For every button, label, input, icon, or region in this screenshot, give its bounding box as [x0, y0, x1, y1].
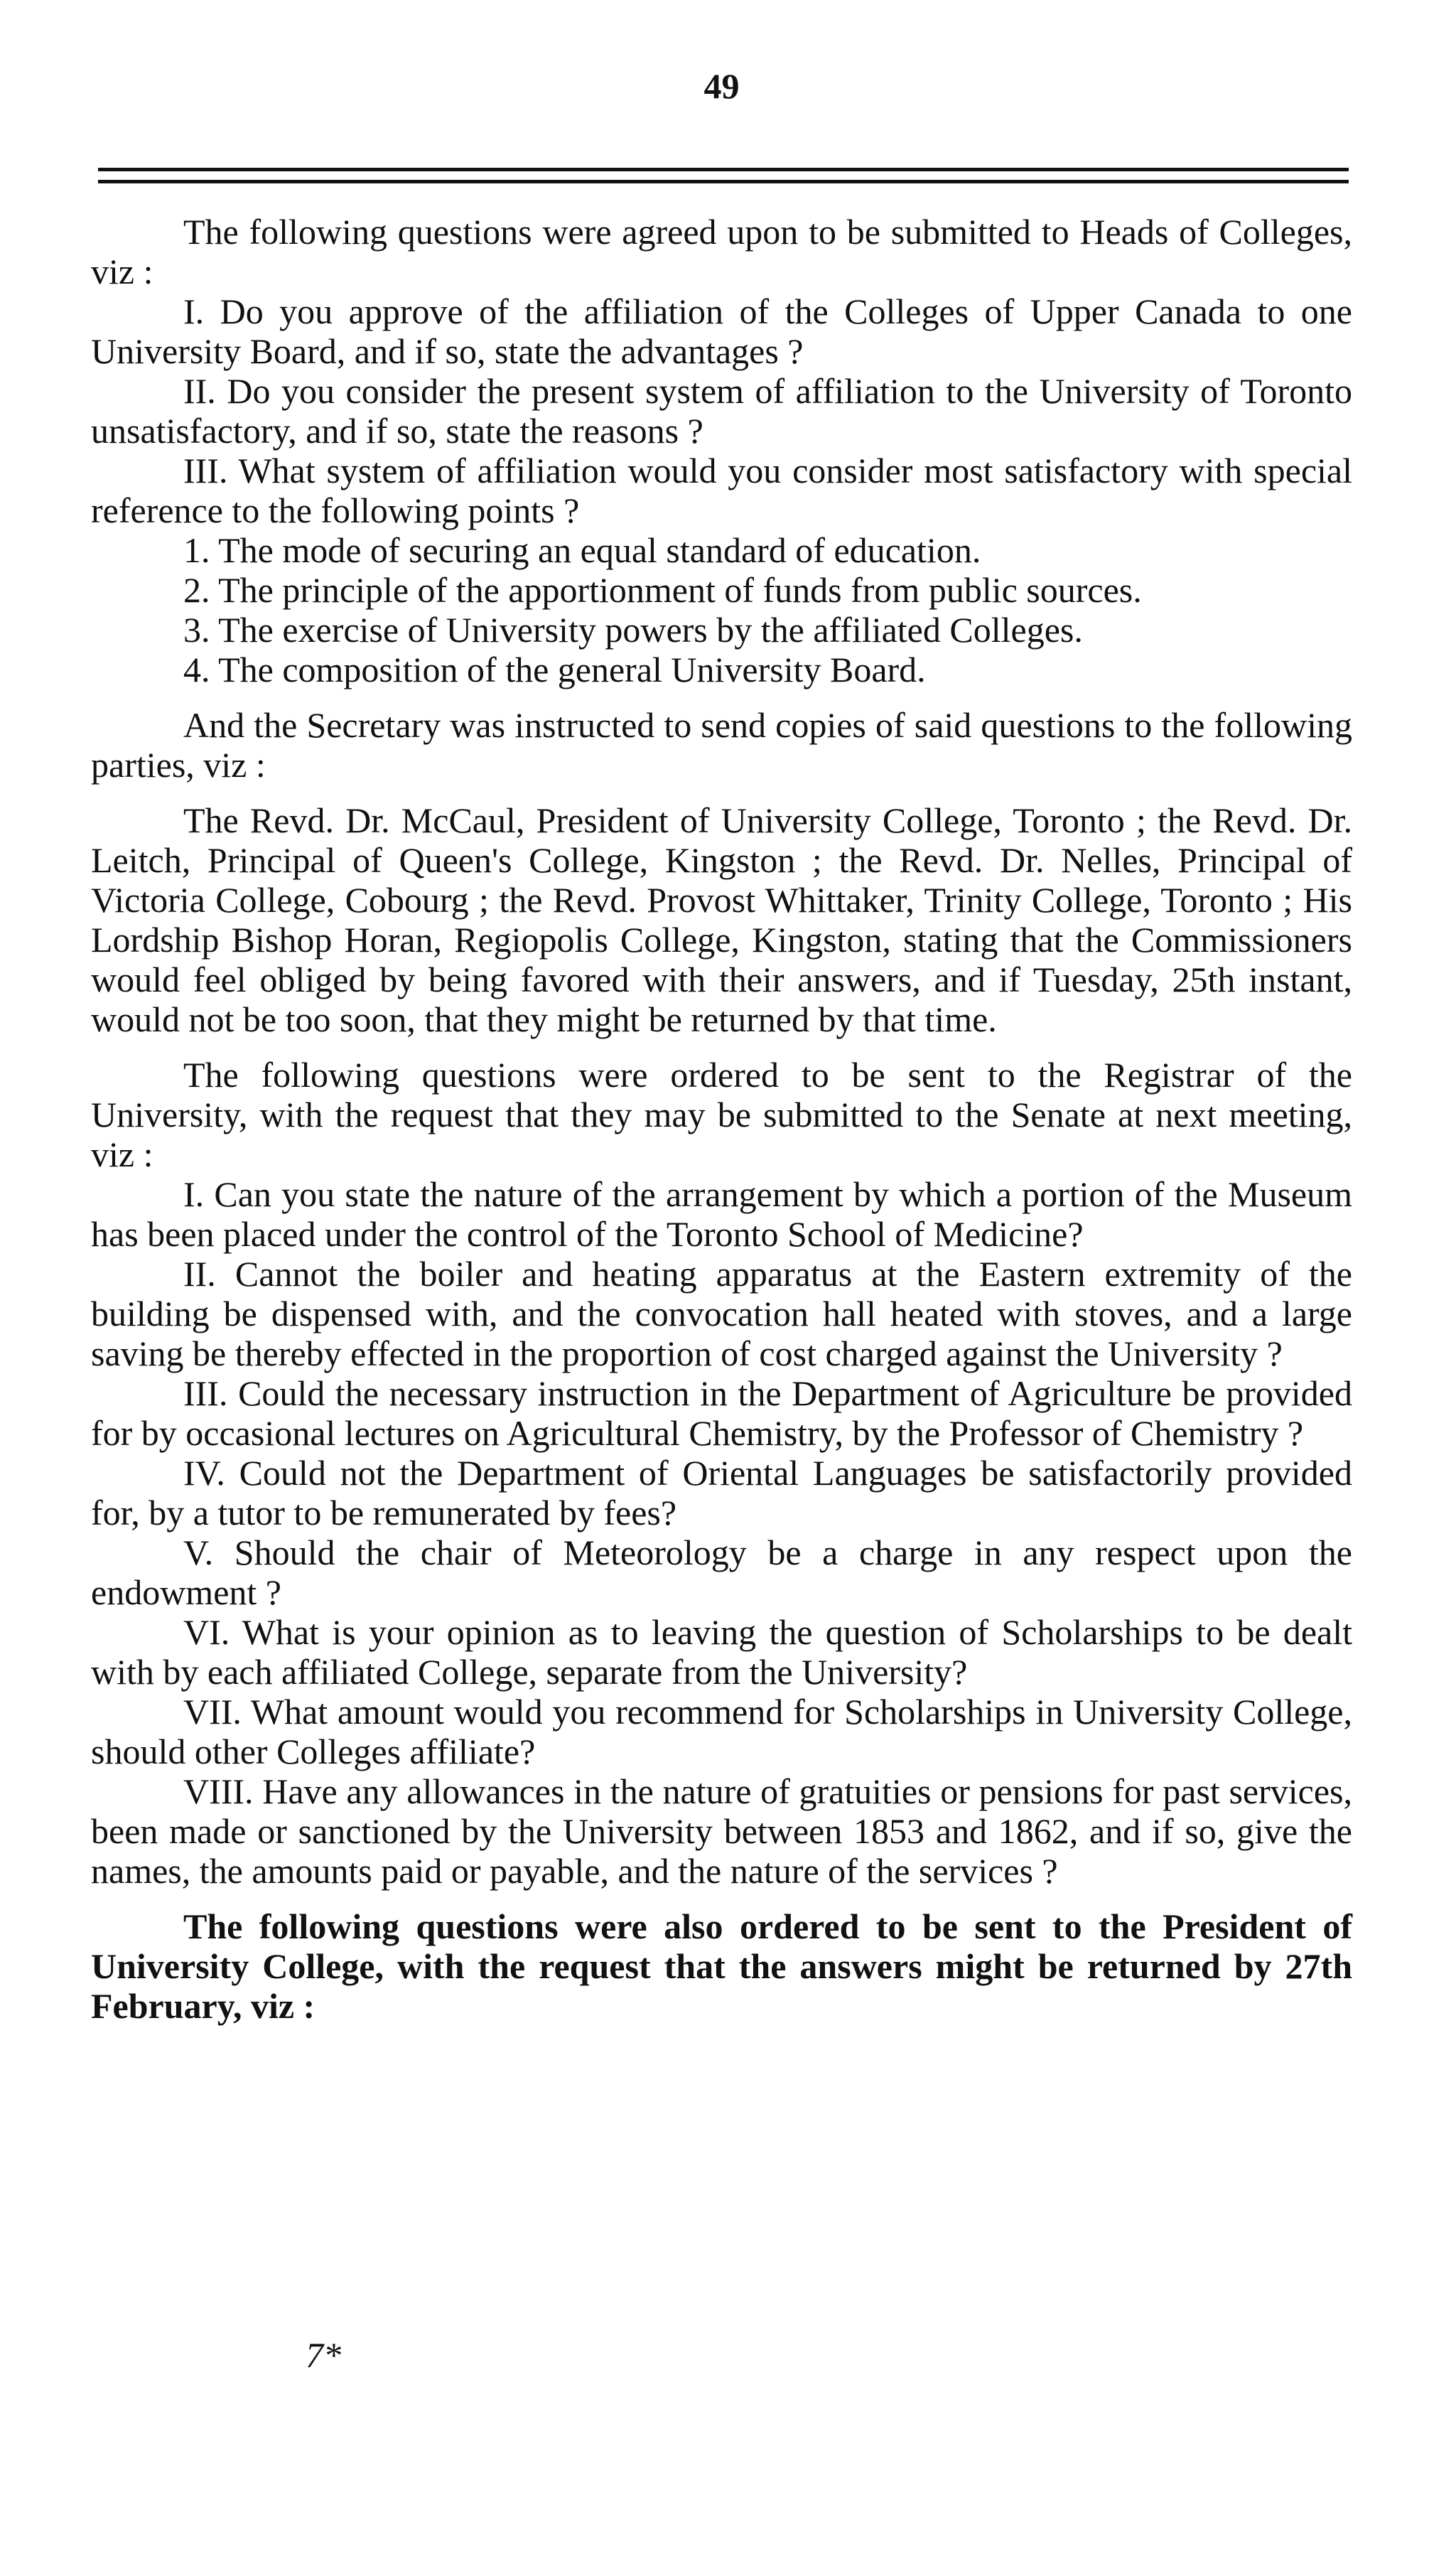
paragraph-recipients: The Revd. Dr. McCaul, President of University College, Toronto ; the Revd. Dr. Leitch, Principal of Queen's College, Kingston ; the Revd. Dr. Nelles, Principal of Victoria College, Cobourg ; the Revd. Provost Whittaker, Trinity College, Toronto ; His Lordship Bishop Horan, Regiopolis College, Kingston, stating that the Commissioners would feel obliged by being favored with their answers, and if Tuesday, 25th instant, would not be too soon, that they might be returned by that time. — [91, 800, 1352, 1039]
question-heads-1: I. Do you approve of the affiliation of the Colleges of Upper Canada to one University Board, and if so, state the advantages ? — [91, 291, 1352, 371]
question-registrar-1: I. Can you state the nature of the arrangement by which a portion of the Museum has been placed under the control of the Toronto School of Medicine? — [91, 1174, 1352, 1254]
question-registrar-7: VII. What amount would you recommend for Scholarships in University College, should other Colleges affiliate? — [91, 1692, 1352, 1771]
page-number: 49 — [703, 66, 740, 106]
question-registrar-2: II. Cannot the boiler and heating apparatus at the Eastern extremity of the building be dispensed with, and the convocation hall heated with stoves, and a large saving be thereby effected in the proportion of cost charged against the University ? — [91, 1254, 1352, 1373]
paragraph-secretary: And the Secretary was instructed to send copies of said questions to the following parties, viz : — [91, 705, 1352, 785]
body-text — [91, 212, 1352, 2026]
question-heads-2: II. Do you consider the present system of affiliation to the University of Toronto unsatisfactory, and if so, state the reasons ? — [91, 371, 1352, 451]
point-1: 1. The mode of securing an equal standard of education. — [183, 530, 981, 570]
signature-mark: 7* — [306, 2335, 341, 2375]
question-registrar-5: V. Should the chair of Meteorology be a charge in any respect upon the endowment ? — [91, 1533, 1352, 1612]
question-heads-3: III. What system of affiliation would you consider most satisfactory with special reference to the following points ? — [91, 451, 1352, 530]
header-double-rule — [98, 168, 1349, 183]
question-registrar-6: VI. What is your opinion as to leaving the question of Scholarships to be dealt with by each affiliated College, separate from the University? — [91, 1612, 1352, 1692]
question-registrar-8: VIII. Have any allowances in the nature of gratuities or pensions for past services, been made or sanctioned by the University between 1853 and 1862, and if so, give the names, the amounts paid or payable, and the nature of the services ? — [91, 1771, 1352, 1891]
paragraph-president: The following questions were also ordered to be sent to the President of University College, with the request that the answers might be returned by 27th February, viz : — [91, 1906, 1352, 2026]
question-registrar-4: IV. Could not the Department of Oriental Languages be satisfactorily provided for, by a tutor to be remunerated by fees? — [91, 1453, 1352, 1533]
document-page — [91, 0, 1352, 2549]
question-registrar-3: III. Could the necessary instruction in the Department of Agriculture be provided for by occasional lectures on Agricultural Chemistry, by the Professor of Chemistry ? — [91, 1373, 1352, 1453]
point-4: 4. The composition of the general University Board. — [183, 650, 926, 689]
paragraph-intro: The following questions were agreed upon to be submitted to Heads of Colleges, viz : — [91, 212, 1352, 291]
paragraph-registrar: The following questions were ordered to be sent to the Registrar of the University, with the request that they may be submitted to the Senate at next meeting, viz : — [91, 1055, 1352, 1174]
point-2: 2. The principle of the apportionment of funds from public sources. — [183, 570, 1142, 610]
point-3: 3. The exercise of University powers by the affiliated Colleges. — [183, 610, 1083, 650]
